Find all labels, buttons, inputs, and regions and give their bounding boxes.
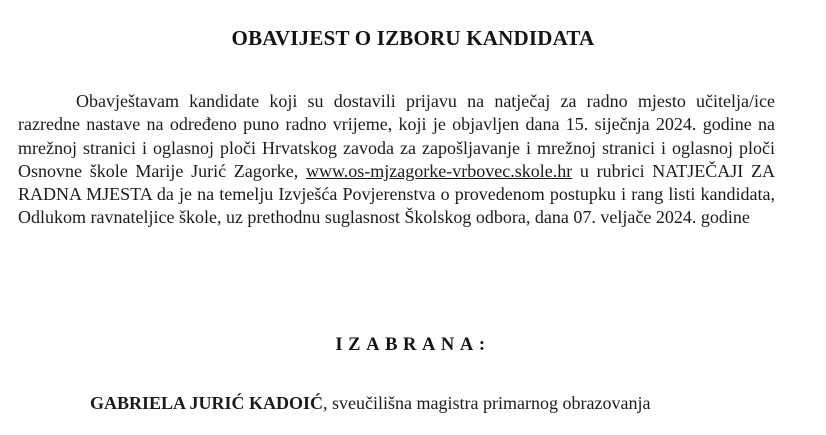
- selected-heading: IZABRANA:: [335, 335, 491, 355]
- selected-candidate: [90, 393, 650, 414]
- paragraph-part-1: Obavještavam kandidate koji su dostavili prijavu na natječaj za radno mjesto učitelja/ice razredne nastave na određeno puno radno vrijeme, koji je objavljen dana 15. siječnja 2024. godine na mrežnoj stranici i oglasnoj ploči Hrvatskog zavoda za zapošljavanje i mrežnoj stranici i oglasnoj ploči Osnovne škole Marije Jurić Zagorke,: [18, 91, 775, 181]
- document-title: OBAVIJEST O IZBORU KANDIDATA: [231, 26, 595, 50]
- candidate-qualification: sveučilišna magistra primarnog obrazovanja: [332, 393, 651, 413]
- candidate-name: GABRIELA JURIĆ KADOIĆ: [90, 393, 324, 413]
- school-website-link[interactable]: www.os-mjzagorke-vrbovec.skole.hr: [305, 160, 573, 181]
- notice-paragraph: [18, 90, 775, 230]
- candidate-separator: ,: [323, 393, 328, 413]
- paragraph-part-2: u rubrici NATJEČAJI ZA RADNA MJESTA da je na temelju Izvješća Povjerenstva o provedenom postupku i rang listi kandidata, Odlukom ravnateljice škole, uz prethodnu suglasnost Školskog odbora, dana 07. veljače 2024. godine: [18, 160, 775, 228]
